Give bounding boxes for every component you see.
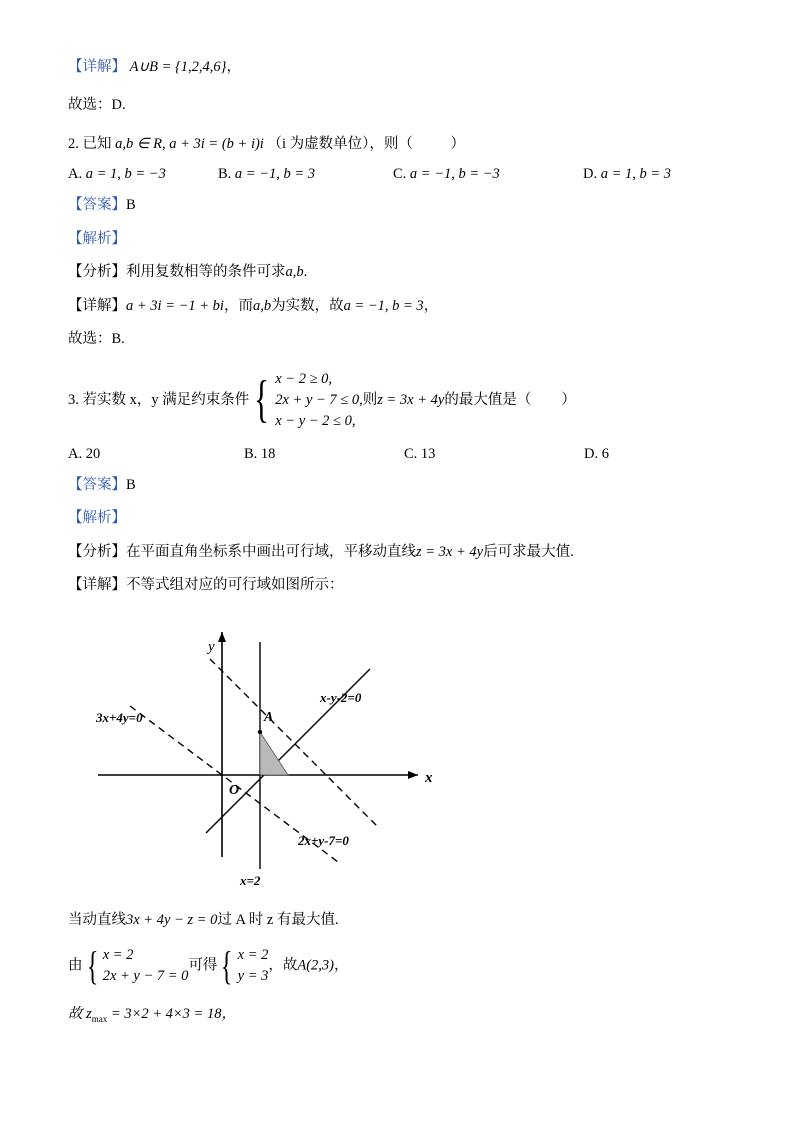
- detail-tag: 【详解】: [68, 59, 126, 75]
- q2-stem-mid: （i 为虚数单位），则（: [267, 135, 413, 152]
- q3-options: [68, 446, 728, 463]
- xiangjie-tag: 【详解】: [68, 297, 126, 314]
- q3-option-a-text: 20: [85, 445, 101, 462]
- q3-xiangjie-text: 不等式组对应的可行域如图所示：: [126, 577, 344, 594]
- q3-stem-math: z = 3x + 4y: [377, 391, 445, 408]
- q3-answer: [68, 474, 728, 496]
- q3-option-b-label: B.: [244, 445, 258, 462]
- q3-last-pre: 故 z: [68, 1006, 92, 1023]
- q2-xiangjie-math1: a + 3i = −1 + bi: [126, 297, 224, 314]
- q3-after-figure: [68, 909, 728, 931]
- q3-system2-mid: 可得: [188, 957, 218, 974]
- figure-line-label-2: x-y-2=0: [320, 689, 362, 705]
- analysis-tag: 【解析】: [68, 230, 126, 247]
- q3-option-a[interactable]: [68, 446, 244, 463]
- q2-stem-pre: 已知: [82, 135, 112, 152]
- q3-systems-line: [68, 945, 728, 987]
- q2-xiangjie-mid2: 为实数，故: [271, 297, 344, 314]
- figure-line-label-3: 2x+y-7=0: [298, 832, 349, 848]
- xiangjie-tag: 【详解】: [68, 577, 126, 594]
- q2-option-a[interactable]: [68, 166, 218, 183]
- q3-system2: [83, 945, 189, 987]
- figure-point-A-label: A: [264, 709, 274, 725]
- q2-xiangjie-math2: a,b: [252, 297, 272, 314]
- fenxi-tag: 【分析】: [68, 543, 126, 560]
- system3-brace: {: [221, 943, 233, 989]
- q2-number: 2.: [68, 135, 79, 152]
- q3-option-b[interactable]: [244, 446, 404, 463]
- document-content: [68, 56, 728, 1027]
- q3-after-fig-math: 3x + 4y − z = 0: [126, 911, 218, 928]
- q3-answer-value: B: [126, 476, 136, 493]
- q3-number: 3.: [68, 391, 79, 408]
- q2-option-d-label: D.: [583, 166, 598, 183]
- figure-line-label-4: x=2: [240, 872, 261, 888]
- q2-fenxi-pre: 利用复数相等的条件可求: [126, 264, 286, 281]
- q3-fenxi-math: z = 3x + 4y: [416, 543, 484, 560]
- fenxi-tag: 【分析】: [68, 264, 126, 281]
- q3-after-fig-pre: 当动直线: [68, 911, 126, 928]
- q3-option-c-text: 13: [420, 445, 436, 462]
- figure-origin-label: O: [229, 782, 240, 798]
- q2-fenxi-post: .: [303, 264, 308, 281]
- q3-fenxi: [68, 541, 728, 563]
- q3-after-fig-post: 过 A 时 z 有最大值.: [217, 911, 339, 928]
- system-brace: {: [254, 371, 270, 429]
- q2-conclusion: 故选：B.: [68, 331, 125, 348]
- q3-stem-mid: 则: [362, 391, 378, 408]
- q3-system3: [217, 945, 268, 987]
- q3-stem-post: 的最大值是（: [444, 391, 532, 408]
- q3-analysis-tag-line: [68, 507, 728, 529]
- q2-option-d[interactable]: [583, 166, 723, 183]
- q2-fenxi-math: a,b: [285, 264, 304, 281]
- q3-option-d-text: 6: [601, 445, 609, 462]
- q3-system2-row-2: 2x + y − 7 = 0: [102, 968, 189, 985]
- q2-xiangjie: [68, 295, 728, 317]
- q3-system2-row-1: x = 2: [102, 947, 134, 964]
- q2-option-a-label: A.: [68, 166, 83, 183]
- q2-xiangjie-math3: a = −1, b = 3: [343, 297, 424, 314]
- q3-system3-row-1: x = 2: [237, 947, 269, 964]
- q3-system3-end: ，: [334, 957, 349, 974]
- q2-xiangjie-mid: ，而: [223, 297, 253, 314]
- q3-stem-end: ）: [561, 391, 576, 408]
- q2-option-c[interactable]: [393, 166, 583, 183]
- q3-stem: [68, 369, 728, 432]
- q1-detail-comma: ，: [226, 59, 241, 75]
- q3-option-c[interactable]: [404, 446, 584, 463]
- feasible-region-figure: [68, 607, 728, 897]
- q2-stem: [68, 133, 728, 155]
- q2-stem-math: a,b ∈ R, a + 3i = (b + i)i: [115, 135, 264, 152]
- q3-fenxi-pre: 在平面直角坐标系中画出可行域，平移动直线: [126, 543, 416, 560]
- q2-option-a-text: a = 1, b = −3: [85, 166, 166, 183]
- q3-last-post: = 3×2 + 4×3 = 18，: [107, 1006, 236, 1023]
- q2-option-b-text: a = −1, b = 3: [234, 166, 316, 183]
- q2-answer-value: B: [126, 197, 136, 214]
- figure-y-label: y: [208, 638, 215, 655]
- answer-tag: 【答案】: [68, 476, 126, 493]
- q3-option-d[interactable]: [584, 446, 609, 463]
- q2-options: [68, 166, 728, 183]
- analysis-tag: 【解析】: [68, 510, 126, 527]
- q3-last-line: [68, 1003, 728, 1027]
- q2-option-b-label: B.: [218, 166, 232, 183]
- q3-xiangjie: [68, 574, 728, 596]
- q2-option-d-text: a = 1, b = 3: [600, 166, 672, 183]
- q2-answer: [68, 194, 728, 216]
- q2-stem-end: ）: [450, 135, 465, 152]
- q3-last-sub: max: [91, 1014, 108, 1025]
- q2-fenxi: [68, 261, 728, 283]
- q2-analysis-tag-line: [68, 228, 728, 250]
- q3-system-row-1: x − 2 ≥ 0,: [275, 370, 333, 387]
- q3-system2-prefix: 由: [68, 957, 83, 974]
- q3-option-d-label: D.: [584, 445, 599, 462]
- q3-system-row-3: x − y − 2 ≤ 0,: [275, 412, 356, 429]
- figure-x-label: x: [425, 769, 433, 786]
- q3-point-A: A(2,3): [297, 957, 335, 974]
- answer-tag: 【答案】: [68, 197, 126, 214]
- q3-option-a-label: A.: [68, 445, 83, 462]
- q3-option-c-label: C.: [404, 445, 418, 462]
- q3-system3-row-2: y = 3: [237, 968, 269, 985]
- q3-stem-pre: 若实数 x，y 满足约束条件: [82, 391, 250, 408]
- q2-option-c-text: a = −1, b = −3: [409, 166, 500, 183]
- q3-system: [249, 369, 363, 432]
- system2-brace: {: [86, 943, 98, 989]
- q1-detail-line: [68, 56, 728, 78]
- q3-fenxi-post: 后可求最大值.: [483, 543, 574, 560]
- q3-option-b-text: 18: [260, 445, 276, 462]
- figure-line-label-1: 3x+4y=0: [96, 709, 143, 725]
- figure-svg: [88, 607, 468, 892]
- q2-xiangjie-end: ，: [423, 297, 439, 314]
- q1-answer-line: 故选：D.: [68, 97, 126, 114]
- q2-option-c-label: C.: [393, 166, 407, 183]
- q3-system3-post: ，故: [268, 957, 298, 974]
- q1-detail-math: A∪B = {1,2,4,6}: [129, 59, 227, 75]
- q2-option-b[interactable]: [218, 166, 393, 183]
- q3-system-row-2: 2x + y − 7 ≤ 0,: [275, 391, 363, 408]
